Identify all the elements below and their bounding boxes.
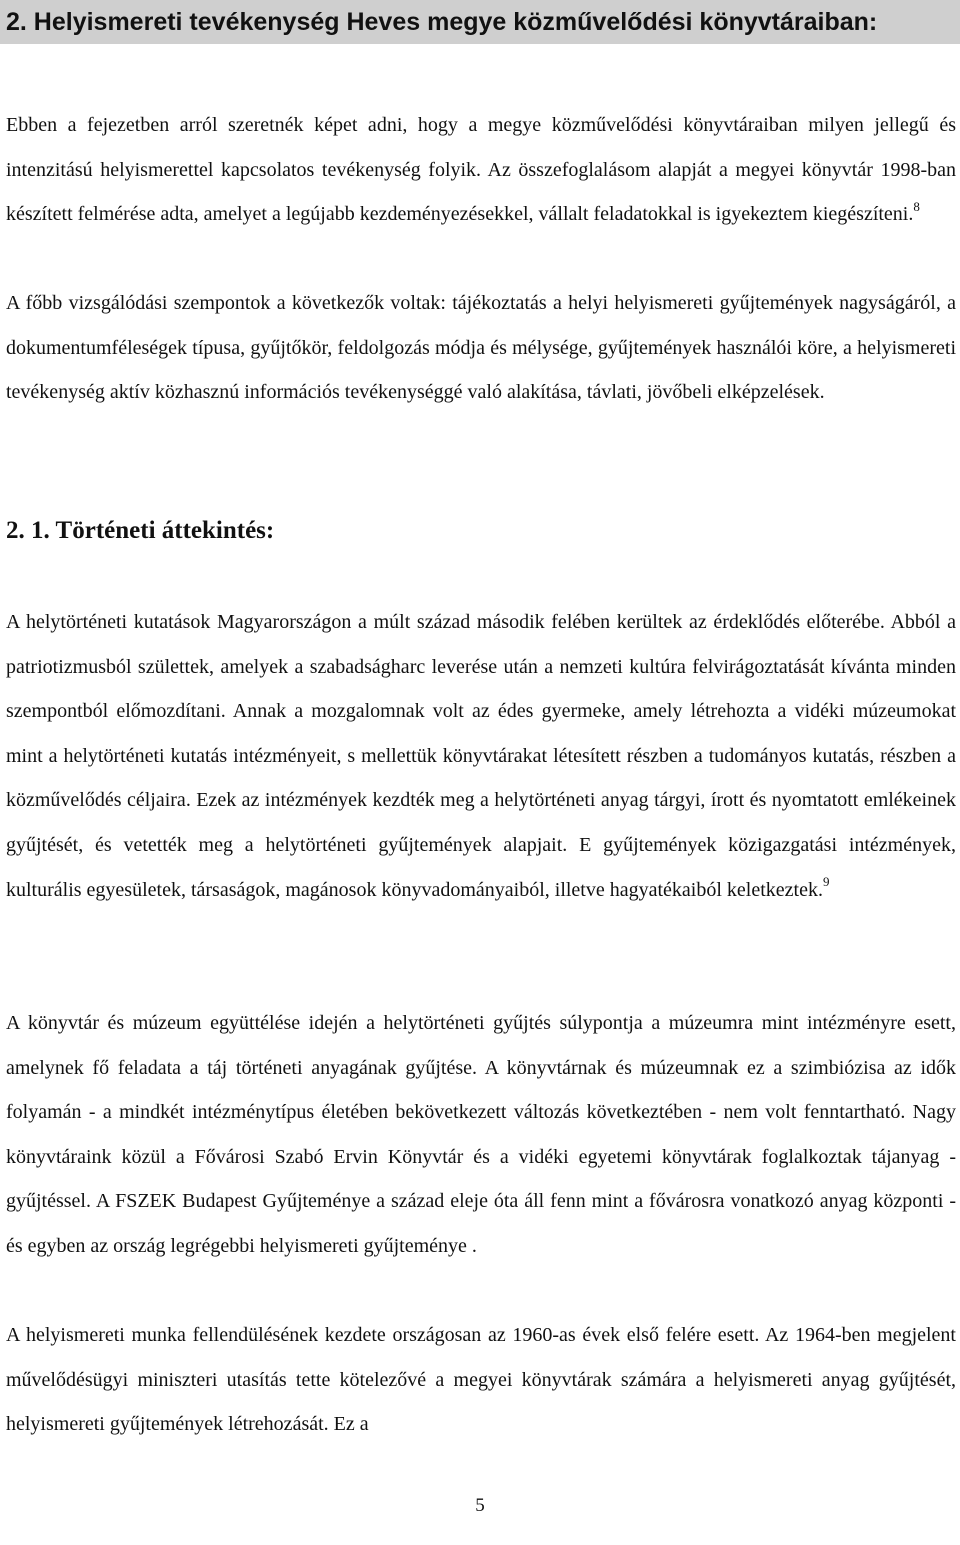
history-paragraph-2 xyxy=(6,1001,956,1269)
intro-paragraph xyxy=(6,103,956,237)
intro-text: Ebben a fejezetben arról szeretnék képet adni, hogy a megye közművelődési könyvtáraiban milyen jellegű és intenzitású helyismerettel kapcsolatos tevékenység folyik. Az összefoglalásom alapját a megyei könyvtár 1998-ban készített felmérése adta, amelyet a legújabb kezdeményezésekkel, vállalt feladatokkal is igyekeztem kiegészíteni. xyxy=(6,114,956,226)
section-heading: 2. 1. Történeti áttekintés: xyxy=(6,517,275,544)
history-paragraph-1 xyxy=(6,600,956,912)
history-text-2: A könyvtár és múzeum együttélése idején a helytörténeti gyűjtés súlypontja a múzeumra mint intézményre esett, amelynek fő feladata a táj történeti anyagának gyűjtése. A könyvtárnak és múzeumnak ez a szimbiózisa az idők folyamán - a mindkét intézménytípus életében bekövetkezett változás következtében - nem volt fenntartható. Nagy könyvtáraink közül a Fővárosi Szabó Ervin Könyvtár és a vidéki egyetemi könyvtárak foglalkoztak tájanyag - gyűjtéssel. A FSZEK Budapest Gyűjteménye a század eleje óta áll fenn mint a fővárosra vonatkozó anyag központi - és egyben az ország legrégebbi helyismereti gyűjteménye . xyxy=(6,1012,956,1257)
criteria-text: A főbb vizsgálódási szempontok a következők voltak: tájékoztatás a helyi helyismereti gyűjtemények nagyságáról, a dokumentumféleségek típusa, gyűjtőkör, feldolgozás módja és mélysége, gyűjtemények használói köre, a helyismereti tevékenység aktív közhasznú információs tevékenységgé való alakítása, távlati, jövőbeli elképzelések. xyxy=(6,292,956,404)
chapter-title: 2. Helyismereti tevékenység Heves megye közművelődési könyvtáraiban: xyxy=(0,0,960,44)
criteria-paragraph xyxy=(6,281,956,415)
page-number: 5 xyxy=(475,1495,485,1516)
footnote-ref-9[interactable]: 9 xyxy=(822,873,830,889)
history-paragraph-3 xyxy=(6,1313,956,1447)
history-text-3: A helyismereti munka fellendülésének kezdete országosan az 1960-as évek első felére esett. Az 1964-ben megjelent művelődésügyi miniszteri utasítás tette kötelezővé a megyei könyvtárak számára a helyismereti anyag gyűjtését, helyismereti gyűjtemények létrehozását. Ez a xyxy=(6,1324,956,1436)
history-text-1: A helytörténeti kutatások Magyarországon a múlt század második felében kerültek az érdeklődés előterébe. Abból a patriotizmusból születtek, amelyek a szabadságharc leverése után a nemzeti kultúra felvirágoztatását kívánta minden szempontból előmozdítani. Annak a mozgalomnak volt az édes gyermeke, amely létrehozta a vidéki múzeumokat mint a helytörténeti kutatás intézményeit, s mellettük könyvtárakat létesített részben a tudományos kutatás, részben a közművelődés céljaira. Ezek az intézmények kezdték meg a helytörténeti anyag tárgyi, írott és nyomtatott emlékeinek gyűjtését, és vetették meg a helytörténeti gyűjtemények alapjait. E gyűjtemények közigazgatási intézmények, kulturális egyesületek, társaságok, magánosok könyvadományaiból, illetve hagyatékaiból keletkeztek. xyxy=(6,611,956,901)
footnote-ref-8[interactable]: 8 xyxy=(913,198,920,214)
